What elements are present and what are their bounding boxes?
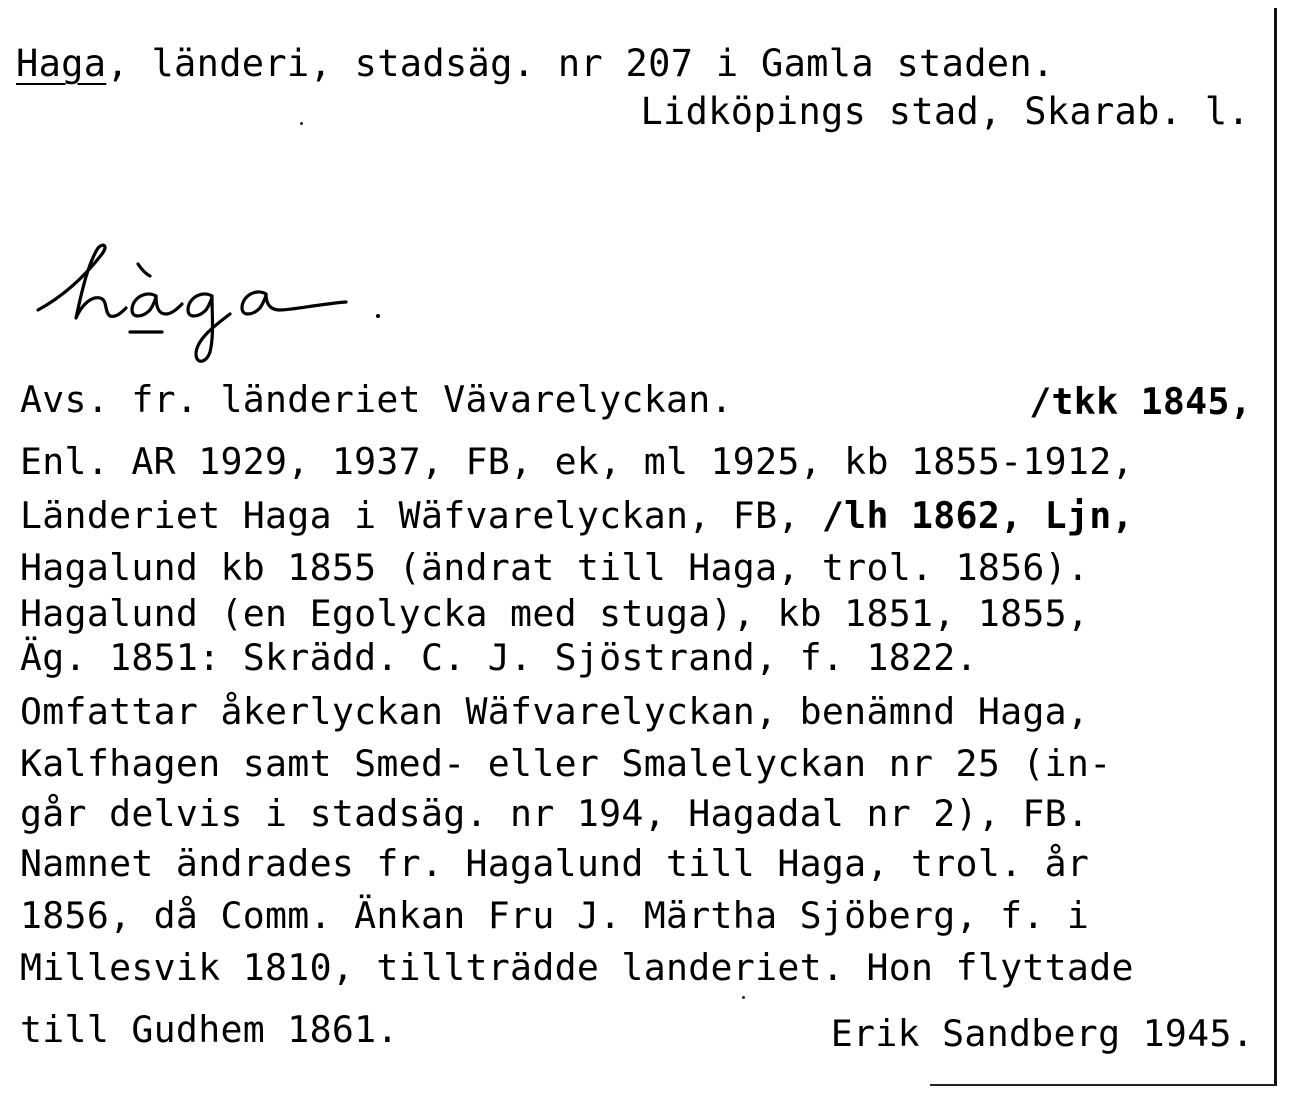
- card-right-edge: [1274, 8, 1277, 1086]
- body-line-3-left: Länderiet Haga i Wäfvarelyckan, FB,: [20, 494, 822, 537]
- body-line-9: går delvis i stadsäg. nr 194, Hagadal nr 2), FB.: [20, 792, 1090, 835]
- body-line-11: 1856, då Comm. Änkan Fru J. Märtha Sjöberg, f. i: [20, 894, 1090, 937]
- place-name: Haga: [16, 42, 107, 85]
- header-line-1: [16, 42, 1055, 86]
- body-line-2: Enl. AR 1929, 1937, FB, ek, ml 1925, kb 1855-1912,: [20, 440, 1134, 483]
- scan-speck: [300, 122, 303, 125]
- body-line-5: Hagalund (en Egolycka med stuga), kb 1851, 1855,: [20, 592, 1090, 635]
- body-line-3: [20, 494, 1134, 538]
- body-line-13-left: till Gudhem 1861.: [20, 1008, 399, 1051]
- body-line-7: Omfattar åkerlyckan Wäfvarelyckan, benämnd Haga,: [20, 690, 1090, 733]
- handwritten-name-signature: [30, 240, 390, 370]
- body-line-10: Namnet ändrades fr. Hagalund till Haga, trol. år: [20, 842, 1090, 885]
- body-line-13-right: Erik Sandberg 1945.: [830, 1012, 1254, 1055]
- body-line-3-bold: /lh 1862, Ljn,: [821, 494, 1134, 537]
- body-line-4: Hagalund kb 1855 (ändrat till Haga, trol. 1856).: [20, 546, 1090, 589]
- header-line-2: Lidköpings stad, Skarab. l.: [640, 90, 1250, 133]
- body-line-1-right: /tkk 1845,: [1029, 380, 1252, 423]
- card-bottom-edge: [930, 1084, 1276, 1086]
- body-line-8: Kalfhagen samt Smed- eller Smalelyckan nr 25 (in-: [20, 742, 1112, 785]
- body-line-1-left: Avs. fr. länderiet Vävarelyckan.: [20, 378, 733, 421]
- header-line-1-rest: , länderi, stadsäg. nr 207 i Gamla staden.: [106, 42, 1055, 85]
- scan-speck: [742, 996, 745, 999]
- body-line-6: Äg. 1851: Skrädd. C. J. Sjöstrand, f. 1822.: [20, 636, 978, 679]
- body-line-12: Millesvik 1810, tillträdde landeriet. Hon flyttade: [20, 946, 1134, 989]
